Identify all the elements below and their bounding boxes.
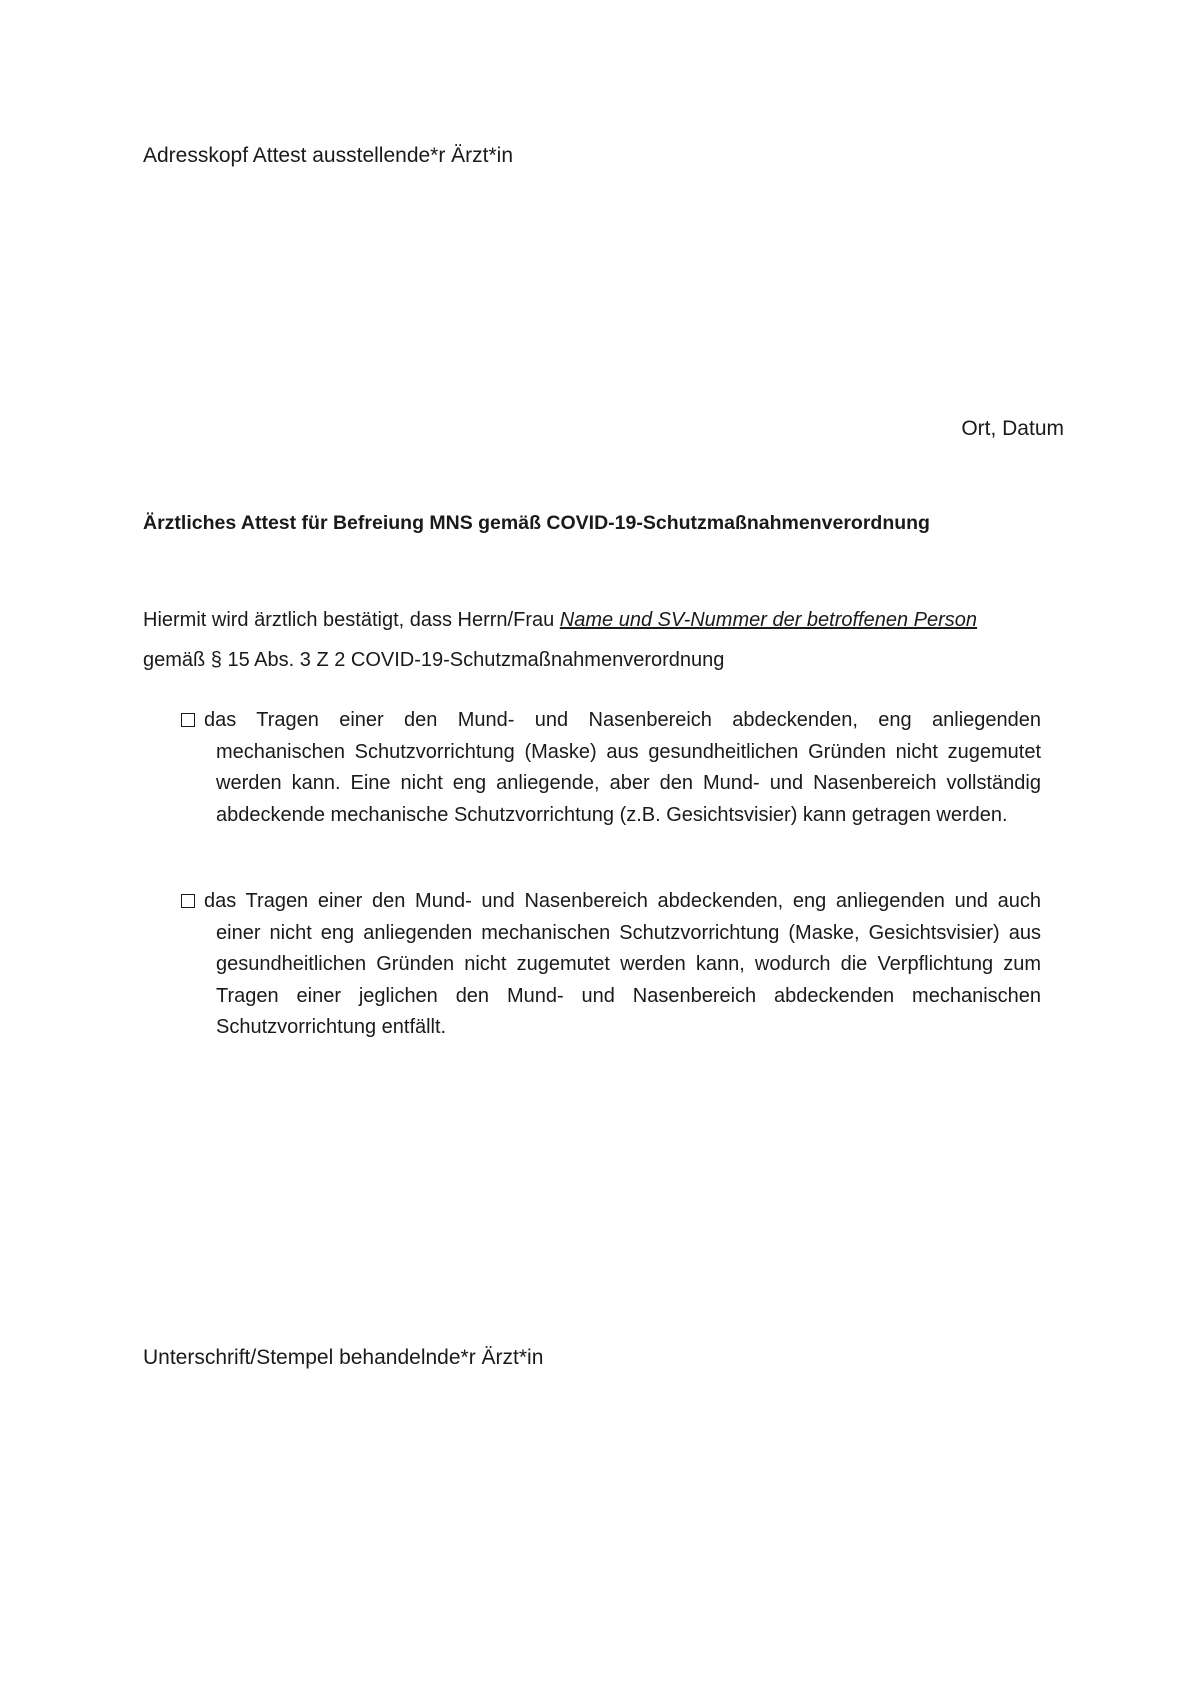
- person-name-placeholder: Name und SV-Nummer der betroffenen Person: [559, 609, 978, 631]
- signature-placeholder: Unterschrift/Stempel behandelnde*r Ärzt*in: [143, 1346, 544, 1369]
- option-text-1: das Tragen einer den Mund- und Nasenbereich abdeckenden, eng anliegenden mechanischen Schutzvorrichtung (Maske) aus gesundheitlichen Gründen nicht zugemutet werden kann. Eine nicht eng anliegende, aber den Mund- und Nasenbereich vollständig abdeckende mechanische Schutzvorrichtung (z.B. Gesichtsvisier) kann getragen werden.: [204, 709, 1041, 826]
- legal-basis: gemäß § 15 Abs. 3 Z 2 COVID-19-Schutzmaßnahmenverordnung: [143, 649, 725, 671]
- option-item-partial-exemption: [181, 705, 1041, 831]
- address-header-placeholder: Adresskopf Attest ausstellende*r Ärzt*in: [143, 144, 514, 167]
- option-item-full-exemption: [181, 886, 1041, 1044]
- place-date-placeholder: Ort, Datum: [961, 417, 1064, 440]
- option-text-2: das Tragen einer den Mund- und Nasenbereich abdeckenden, eng anliegenden und auch einer nicht eng anliegenden mechanischen Schutzvorrichtung (Maske, Gesichtsvisier) aus gesundheitlichen Gründen nicht zugemutet werden kann, wodurch die Verpflichtung zum Tragen einer jeglichen den Mund- und Nasenbereich abdeckenden mechanischen Schutzvorrichtung entfällt.: [204, 890, 1041, 1038]
- confirmation-line-1: [143, 600, 1073, 640]
- confirmation-paragraph: [143, 600, 1073, 680]
- option-checkbox-2[interactable]: [181, 894, 195, 908]
- option-checkbox-1[interactable]: [181, 713, 195, 727]
- document-title: Ärztliches Attest für Befreiung MNS gemäß COVID-19-Schutzmaßnahmenverordnung: [143, 512, 930, 534]
- confirmation-intro: Hiermit wird ärztlich bestätigt, dass Herrn/Frau: [143, 609, 560, 631]
